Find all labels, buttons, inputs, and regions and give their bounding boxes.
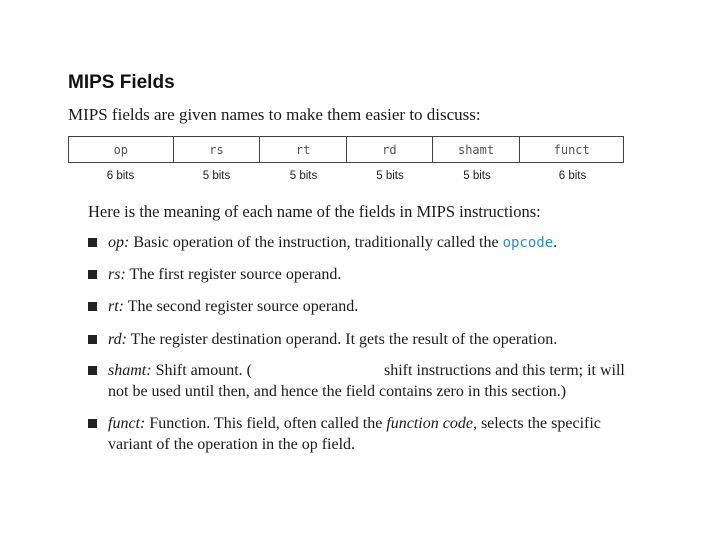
intro-text: MIPS fields are given names to make them easier to discuss: — [68, 105, 481, 124]
bits-label-op: 6 bits — [106, 170, 135, 182]
definition-text-continued: shift instructions and this term; it will not be used until then, and hence the field contains zero in this section.) — [108, 362, 625, 400]
bullet-square-icon — [88, 335, 97, 344]
field-bits-row — [68, 170, 624, 182]
field-format-table — [68, 136, 624, 163]
definition-funct — [108, 413, 630, 455]
definition-text: The second register source operand. — [124, 298, 359, 315]
field-cell-rt: rt — [260, 137, 347, 162]
field-cell-funct: funct — [553, 142, 590, 157]
bits-label-rt: 5 bits — [289, 170, 318, 182]
field-cell-rs: rs — [174, 137, 261, 162]
definition-rd — [108, 329, 630, 350]
bullet-square-icon — [88, 238, 97, 247]
definition-rs — [108, 264, 630, 285]
bits-label-rs: 5 bits — [202, 170, 231, 182]
bullet-square-icon — [88, 270, 97, 279]
bits-label-shamt: 5 bits — [463, 170, 491, 182]
term-label: rd: — [108, 331, 127, 348]
field-cell-rd: rd — [347, 137, 433, 162]
term-label: rt: — [108, 298, 124, 315]
function-code-term: function code, — [386, 415, 477, 432]
definition-text: The register destination operand. It gets the result of the operation. — [126, 331, 558, 348]
bits-label-funct: 6 bits — [558, 170, 587, 182]
definition-text: Shift amount. ( — [151, 362, 252, 379]
bits-label-rd: 5 bits — [376, 170, 404, 182]
bullet-square-icon — [88, 366, 97, 375]
definition-tail: . — [553, 234, 558, 251]
meaning-heading: Here is the meaning of each name of the fields in MIPS instructions: — [88, 202, 541, 221]
term-label: funct: — [108, 415, 146, 432]
definition-shamt — [108, 360, 630, 402]
bullet-square-icon — [88, 302, 97, 311]
bullet-square-icon — [88, 419, 97, 428]
opcode-keyword: opcode — [502, 235, 554, 251]
definition-op — [108, 232, 630, 254]
definition-rt — [108, 296, 630, 317]
field-cell-shamt: shamt — [433, 137, 521, 162]
page-title: MIPS Fields — [68, 72, 175, 93]
term-label: op: — [108, 234, 130, 251]
field-cell-op: op — [69, 137, 174, 162]
definition-text: Function. This field, often called the — [145, 415, 387, 432]
definition-text: Basic operation of the instruction, traditionally called the — [129, 234, 503, 251]
definition-text-continued: selects the specific variant of the operation in the op field. — [108, 415, 601, 453]
term-label: rs: — [108, 266, 126, 283]
term-label: shamt: — [108, 362, 152, 379]
definition-text: The first register source operand. — [125, 266, 342, 283]
